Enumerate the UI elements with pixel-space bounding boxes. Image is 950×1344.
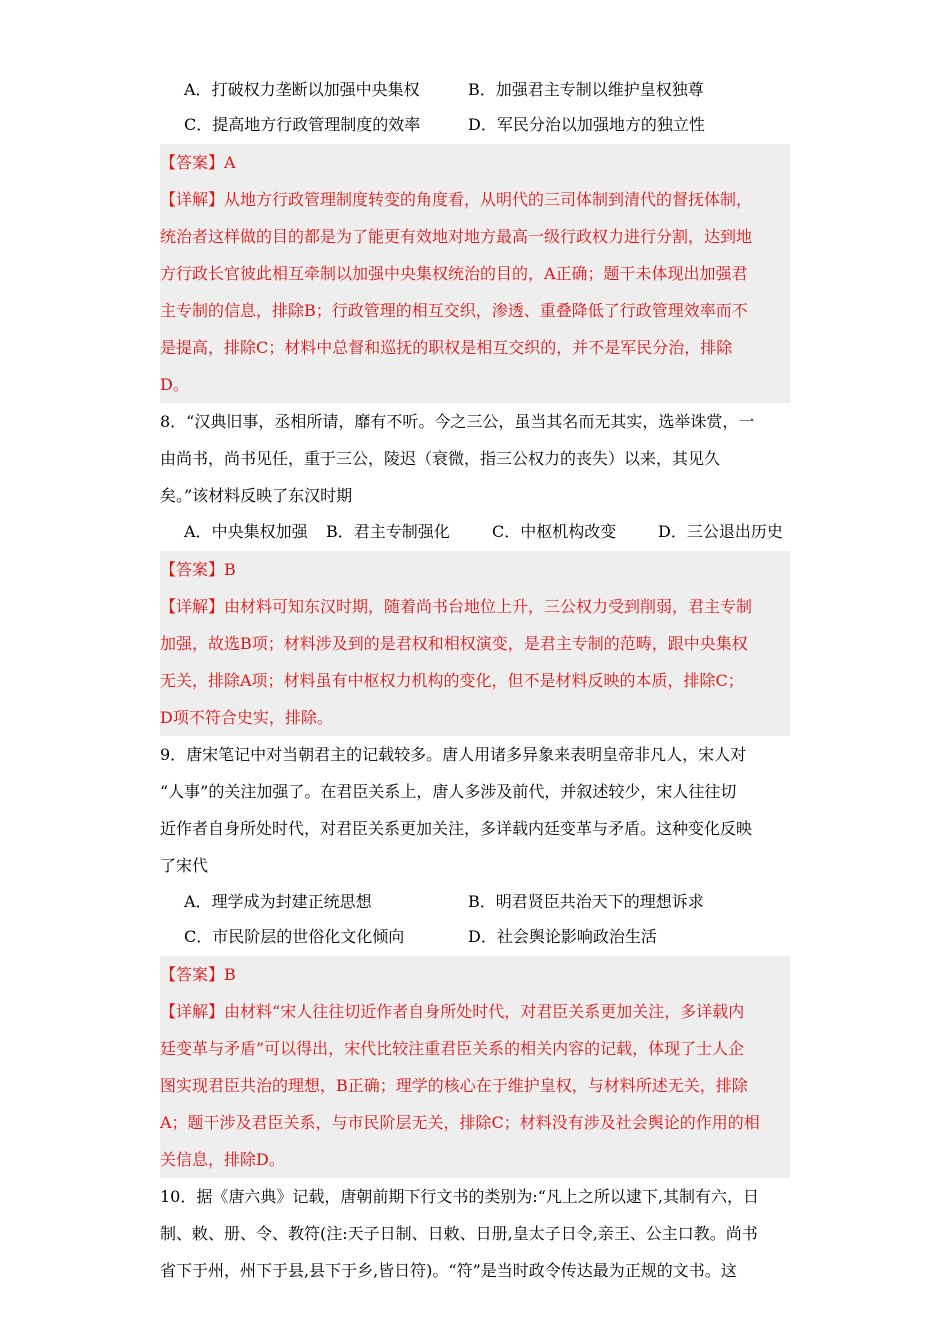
q7-detail-line: 是提高，排除C；材料中总督和巡抚的职权是相互交织的，并不是军民分治，排除	[160, 338, 733, 357]
q8-stem	[160, 403, 790, 514]
q9-option-c: C．市民阶层的世俗化文化倾向	[184, 927, 405, 946]
q7-answer: 【答案】A	[160, 153, 236, 172]
q7-options-row-2	[160, 107, 790, 142]
q7-option-d: D．军民分治以加强地方的独立性	[468, 115, 705, 134]
q9-detail-line: 关信息，排除D。	[160, 1150, 285, 1169]
q9-option-b: B．明君贤臣共治天下的理想诉求	[468, 892, 704, 911]
q8-detail-line: 无关，排除A项；材料虽有中枢权力机构的变化，但不是材料反映的本质，排除C；	[160, 671, 744, 690]
q9-detail-line: 廷变革与矛盾”可以得出，宋代比较注重君臣关系的相关内容的记载，体现了士人企	[160, 1039, 745, 1058]
q7-detail-line: D。	[160, 375, 189, 394]
q9-stem-line: 了宋代	[160, 856, 209, 875]
q7-detail-line: 主专制的信息，排除B；行政管理的相互交织，渗透、重叠降低了行政管理效率而不	[160, 301, 748, 320]
q7-option-c: C．提高地方行政管理制度的效率	[184, 115, 421, 134]
q8-detail-line: 【详解】由材料可知东汉时期，随着尚书台地位上升，三公权力受到削弱，君主专制	[160, 597, 753, 616]
q9-answer: 【答案】B	[160, 965, 236, 984]
q9-detail-line: 【详解】由材料“宋人往往切近作者自身所处时代，对君臣关系更加关注，多详载内	[160, 1002, 745, 1021]
q9-stem-line: “人事”的关注加强了。在君臣关系上，唐人多涉及前代，并叙述较少，宋人往往切	[160, 782, 737, 801]
q7-detail-line: 方行政长官彼此相互牵制以加强中央集权统治的目的，A正确；题干未体现出加强君	[160, 264, 748, 283]
q8-option-d: D．三公退出历史	[658, 522, 783, 541]
q9-option-d: D．社会舆论影响政治生活	[468, 927, 657, 946]
q8-stem-line: 由尚书，尚书见任，重于三公，陵迟（衰微，指三公权力的丧失）以来，其见久	[160, 449, 721, 468]
q10-stem	[160, 1178, 790, 1289]
q7-detail-line: 【详解】从地方行政管理制度转变的角度看，从明代的三司体制到清代的督抚体制，	[160, 190, 753, 209]
q7-options-row-1	[160, 72, 790, 107]
q10-stem-line: 制、敕、册、令、教符(注:天子日制、日敕、日册,皇太子日令,亲王、公主口教。尚书	[160, 1224, 758, 1243]
q10-stem-line: 10．据《唐六典》记载，唐朝前期下行文书的类别为:“凡上之所以逮下,其制有六，日	[160, 1187, 760, 1206]
q9-stem	[160, 736, 790, 884]
q8-option-b: B．君主专制强化	[326, 522, 450, 541]
q8-detail-line: 加强，故选B项；材料涉及到的是君权和相权演变，是君主专制的范畴，跟中央集权	[160, 634, 748, 653]
q9-detail-line: A；题干涉及君臣关系，与市民阶层无关，排除C；材料没有涉及社会舆论的作用的相	[160, 1113, 760, 1132]
q9-answer-block	[160, 956, 790, 1178]
q9-option-a: A．理学成为封建正统思想	[184, 892, 372, 911]
q9-detail-line: 图实现君臣共治的理想，B正确；理学的核心在于维护皇权，与材料所述无关，排除	[160, 1076, 748, 1095]
q7-option-a: A．打破权力垄断以加强中央集权	[184, 80, 420, 99]
q8-stem-line: 8．“汉典旧事，丞相所请，靡有不听。今之三公，虽当其名而无其实，选举诛赏，一	[160, 412, 755, 431]
q8-option-c: C．中枢机构改变	[492, 522, 617, 541]
q9-stem-line: 近作者自身所处时代，对君臣关系更加关注，多详载内廷变革与矛盾。这种变化反映	[160, 819, 753, 838]
q7-answer-block	[160, 144, 790, 403]
q7-option-b: B．加强君主专制以维护皇权独尊	[468, 80, 704, 99]
q9-stem-line: 9．唐宋笔记中对当朝君主的记载较多。唐人用诸多异象来表明皇帝非凡人，宋人对	[160, 745, 747, 764]
q10-stem-line: 省下于州，州下于县,县下于乡,皆日符)。“符”是当时政令传达最为正规的文书。这	[160, 1261, 737, 1280]
q8-stem-line: 矣。”该材料反映了东汉时期	[160, 486, 353, 505]
q8-answer-block	[160, 551, 790, 736]
q9-options-row-2	[160, 919, 790, 954]
q7-detail-line: 统治者这样做的目的都是为了能更有效地对地方最高一级行政权力进行分割，达到地	[160, 227, 753, 246]
q8-detail-line: D项不符合史实，排除。	[160, 708, 333, 727]
q8-options-row	[160, 514, 790, 549]
q8-answer: 【答案】B	[160, 560, 236, 579]
q8-option-a: A．中央集权加强	[184, 522, 308, 541]
q9-options-row-1	[160, 884, 790, 919]
document-content	[160, 72, 790, 1289]
